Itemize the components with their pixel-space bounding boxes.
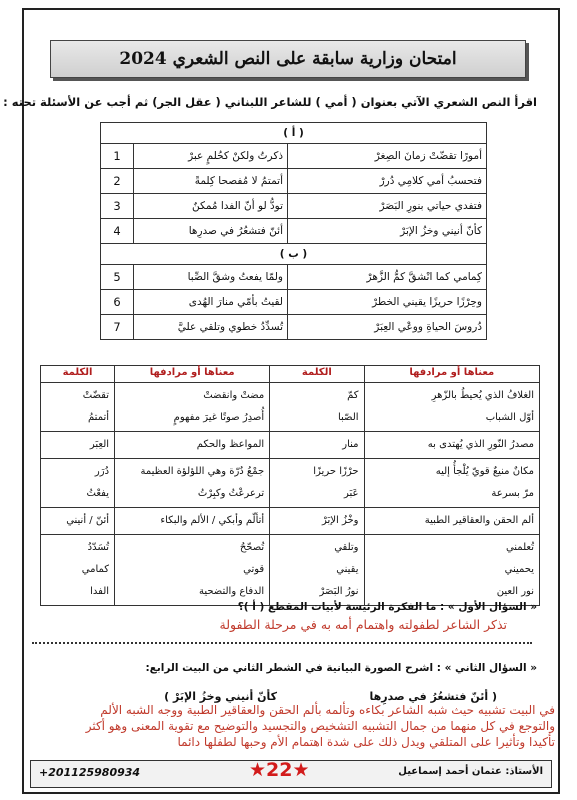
vocab-meaning: مكانٌ منيعٌ قويّ يُلْجأُ إليه xyxy=(435,466,534,477)
vocab-meaning: أُصدِرُ صوتًا غيرَ مفهومٍ xyxy=(173,412,265,423)
verse-number: 4 xyxy=(101,219,134,244)
verse-second-hemistich: كأنّ أنيني وخزُ الإبَرْ xyxy=(288,219,487,244)
verse-number: 3 xyxy=(101,194,134,219)
answer-2-line-3: تأكيدا وتأثيرا على المتلقي ويدل ذلك على شدة اهتمام الأم وحبها لطفلها دائما xyxy=(177,735,555,749)
poem-part-label: ( أ ) xyxy=(101,123,487,144)
verse-row xyxy=(101,144,487,169)
quoted-verse-second: كأنّ أنيني وخزُ الإبَرْ ) xyxy=(164,690,277,703)
verse-number: 7 xyxy=(101,315,134,340)
vocab-meaning-cell xyxy=(115,432,270,459)
vocab-meaning-cell xyxy=(364,383,539,432)
vocab-header-row xyxy=(41,366,540,383)
vocab-row xyxy=(41,383,540,432)
vocab-meaning: تُعلمني xyxy=(505,542,534,553)
vocab-meaning: مضتْ وانقضتْ xyxy=(203,390,265,401)
poem-part-label: ( ب ) xyxy=(101,244,487,265)
vocab-meaning: المواعظ والحكم xyxy=(196,439,265,450)
teacher-name: الأستاذ: عثمان أحمد إسماعيل xyxy=(398,766,543,777)
verse-first-hemistich: لقيتُ بأمّي منارَ الهُدى xyxy=(134,290,288,315)
poem-part-row xyxy=(101,244,487,265)
poem-part-row xyxy=(101,123,487,144)
vocab-row xyxy=(41,535,540,606)
vocab-meaning: أتألّم وأبكي / الألم والبكاء xyxy=(160,515,265,526)
verse-first-hemistich: تودُّ لو أنّ الفدا مُمكنٌ xyxy=(134,194,288,219)
star-icon: ★ xyxy=(292,759,310,781)
vocab-meaning: قوتي xyxy=(243,564,265,575)
vocab-table xyxy=(40,365,540,606)
quoted-verse-first: ( أئنّ فتشعُرُ في صدرِها xyxy=(369,690,497,703)
page-number-value: 22 xyxy=(266,759,293,781)
verse-row xyxy=(101,265,487,290)
verse-first-hemistich: تُسدِّدُ خطوي وتلقي عليَّ xyxy=(134,315,288,340)
vocab-word-cell xyxy=(270,535,364,606)
vocab-word: كمّ xyxy=(347,390,359,401)
vocab-meaning: الدفاع والتضحية xyxy=(198,586,265,597)
vocab-word-cell xyxy=(41,383,115,432)
vocab-word: العِبَر xyxy=(89,439,110,450)
verse-first-hemistich: ولمّا يفعتُ وشقَّ الصِّبا xyxy=(134,265,288,290)
page-number xyxy=(249,759,310,781)
vocab-word-cell xyxy=(270,508,364,535)
question-2: « السؤال الثاني » : اشرح الصورة البيانية في الشطر الثاني من البيت الرابع: xyxy=(145,662,537,674)
divider xyxy=(32,642,532,644)
vocab-header: معناها أو مرادفها xyxy=(115,366,270,383)
vocab-word: أئنّ / أنيني xyxy=(66,515,110,526)
answer-2-line-2: والتوجع في كل منهما من جمال التشبيه التشخيص والتجسيد والتوضيح مع تقوية المعنى وهو أكثر xyxy=(85,719,555,733)
vocab-word: تقضّتْ xyxy=(82,390,110,401)
verse-second-hemistich: كِمامي كما انْشقَّ كمُّ الزَّهرْ xyxy=(288,265,487,290)
verse-first-hemistich: ذكرتُ ولكنْ كحُلمٍ عبرْ xyxy=(134,144,288,169)
vocab-meaning: مرّ بسرعة xyxy=(491,488,534,499)
answer-2-line-1: في البيت تشبيه حيث شبه الشاعر بكاءه وتألمه بألم الحقن والعقاقير الطبية ووجه الشبه الألم xyxy=(100,703,555,717)
verse-second-hemistich: دُروسَ الحياةِ ووعْي العِبَرْ xyxy=(288,315,487,340)
vocab-word: يفعْتُ xyxy=(86,488,110,499)
vocab-meaning-cell xyxy=(364,508,539,535)
vocab-word: منار xyxy=(342,439,359,450)
vocab-header: الكلمة xyxy=(41,366,115,383)
vocab-word: يقيني xyxy=(336,564,359,575)
vocab-row xyxy=(41,432,540,459)
vocab-word-cell xyxy=(41,508,115,535)
vocab-header: الكلمة xyxy=(270,366,364,383)
verse-row xyxy=(101,219,487,244)
verse-second-hemistich: فتفدي حياتي بنورِ البَصَرْ xyxy=(288,194,487,219)
vocab-meaning: أوّل الشباب xyxy=(485,412,534,423)
verse-first-hemistich: أئنّ فتشعُرُ في صدرِها xyxy=(134,219,288,244)
verse-number: 6 xyxy=(101,290,134,315)
exam-title-box xyxy=(50,40,526,78)
vocab-word: وخْزُ الإبَرْ xyxy=(322,515,359,526)
verse-second-hemistich: فتحسبُ أمي كلامِي دُررْ xyxy=(288,169,487,194)
vocab-word-cell xyxy=(41,535,115,606)
vocab-word: الفدا xyxy=(90,586,110,597)
vocab-meaning: نور العين xyxy=(496,586,534,597)
verse-row xyxy=(101,194,487,219)
vocab-word-cell xyxy=(41,432,115,459)
verse-second-hemistich: وحِرْزًا حريزًا يقيني الخطرْ xyxy=(288,290,487,315)
vocab-meaning-cell xyxy=(115,459,270,508)
verse-first-hemistich: أتمتمُ لا مُفصحا كِلمةً xyxy=(134,169,288,194)
vocab-meaning-cell xyxy=(115,508,270,535)
vocab-word: حرْزًا حريزًا xyxy=(313,466,359,477)
vocab-word-cell xyxy=(270,432,364,459)
star-icon: ★ xyxy=(249,759,267,781)
vocab-word-cell xyxy=(41,459,115,508)
answer-1: تذكر الشاعر لطفولته واهتمام أمه به في مرحلة الطفولة xyxy=(219,617,507,632)
verse-number: 1 xyxy=(101,144,134,169)
vocab-meaning-cell xyxy=(364,432,539,459)
instructions: اقرأ النص الشعري الآتي بعنوان ( أمي ) للشاعر اللبناني ( عقل الجر) ثم أجب عن الأسئلة تحته : xyxy=(3,95,537,109)
vocab-word-cell xyxy=(270,383,364,432)
vocab-word: دُرَر xyxy=(94,466,110,477)
vocab-word: نورُ البَصَرْ xyxy=(319,586,359,597)
verse-row xyxy=(101,315,487,340)
vocab-meaning-cell xyxy=(364,535,539,606)
question-1: « السؤال الأول » : ما الفكرة الرئيسة لأبيات المقطع ( أ )؟ xyxy=(237,601,537,613)
footer xyxy=(30,760,552,788)
verse-second-hemistich: أمورًا تقضّتْ زمانَ الصِغرْ xyxy=(288,144,487,169)
vocab-row xyxy=(41,459,540,508)
vocab-meaning: الغلافُ الذي يُحيطُ بالزّهرِ xyxy=(431,390,534,401)
verse-row xyxy=(101,169,487,194)
vocab-meaning: تُصحّحُ xyxy=(239,542,265,553)
verse-row xyxy=(101,290,487,315)
vocab-meaning: ألم الحقن والعقاقير الطبية xyxy=(424,515,534,526)
vocab-meaning-cell xyxy=(115,383,270,432)
vocab-row xyxy=(41,508,540,535)
vocab-word: وتلقي xyxy=(334,542,359,553)
vocab-meaning: جمْعُ دُرّة وهي اللؤلؤة العظيمة xyxy=(140,466,265,477)
exam-title: امتحان وزارية سابقة على النص الشعري 2024 xyxy=(119,49,457,69)
vocab-word: كمامي xyxy=(81,564,110,575)
vocab-meaning: مصدرُ النّورِ الذي يُهتدى به xyxy=(427,439,534,450)
teacher-phone: +201125980934 xyxy=(39,766,141,779)
vocab-word: أتمتمُ xyxy=(88,412,110,423)
vocab-header: معناها أو مرادفها xyxy=(364,366,539,383)
vocab-word: عَبَر xyxy=(344,488,359,499)
vocab-word: تُسَدّدُ xyxy=(87,542,110,553)
vocab-meaning-cell xyxy=(115,535,270,606)
vocab-meaning: يحميني xyxy=(504,564,534,575)
vocab-meaning: ترعرعْتُ وكبِرْتُ xyxy=(197,488,265,499)
vocab-word: الصّبا xyxy=(337,412,359,423)
vocab-word-cell xyxy=(270,459,364,508)
verse-number: 2 xyxy=(101,169,134,194)
verse-number: 5 xyxy=(101,265,134,290)
poem-table xyxy=(100,122,487,340)
vocab-meaning-cell xyxy=(364,459,539,508)
